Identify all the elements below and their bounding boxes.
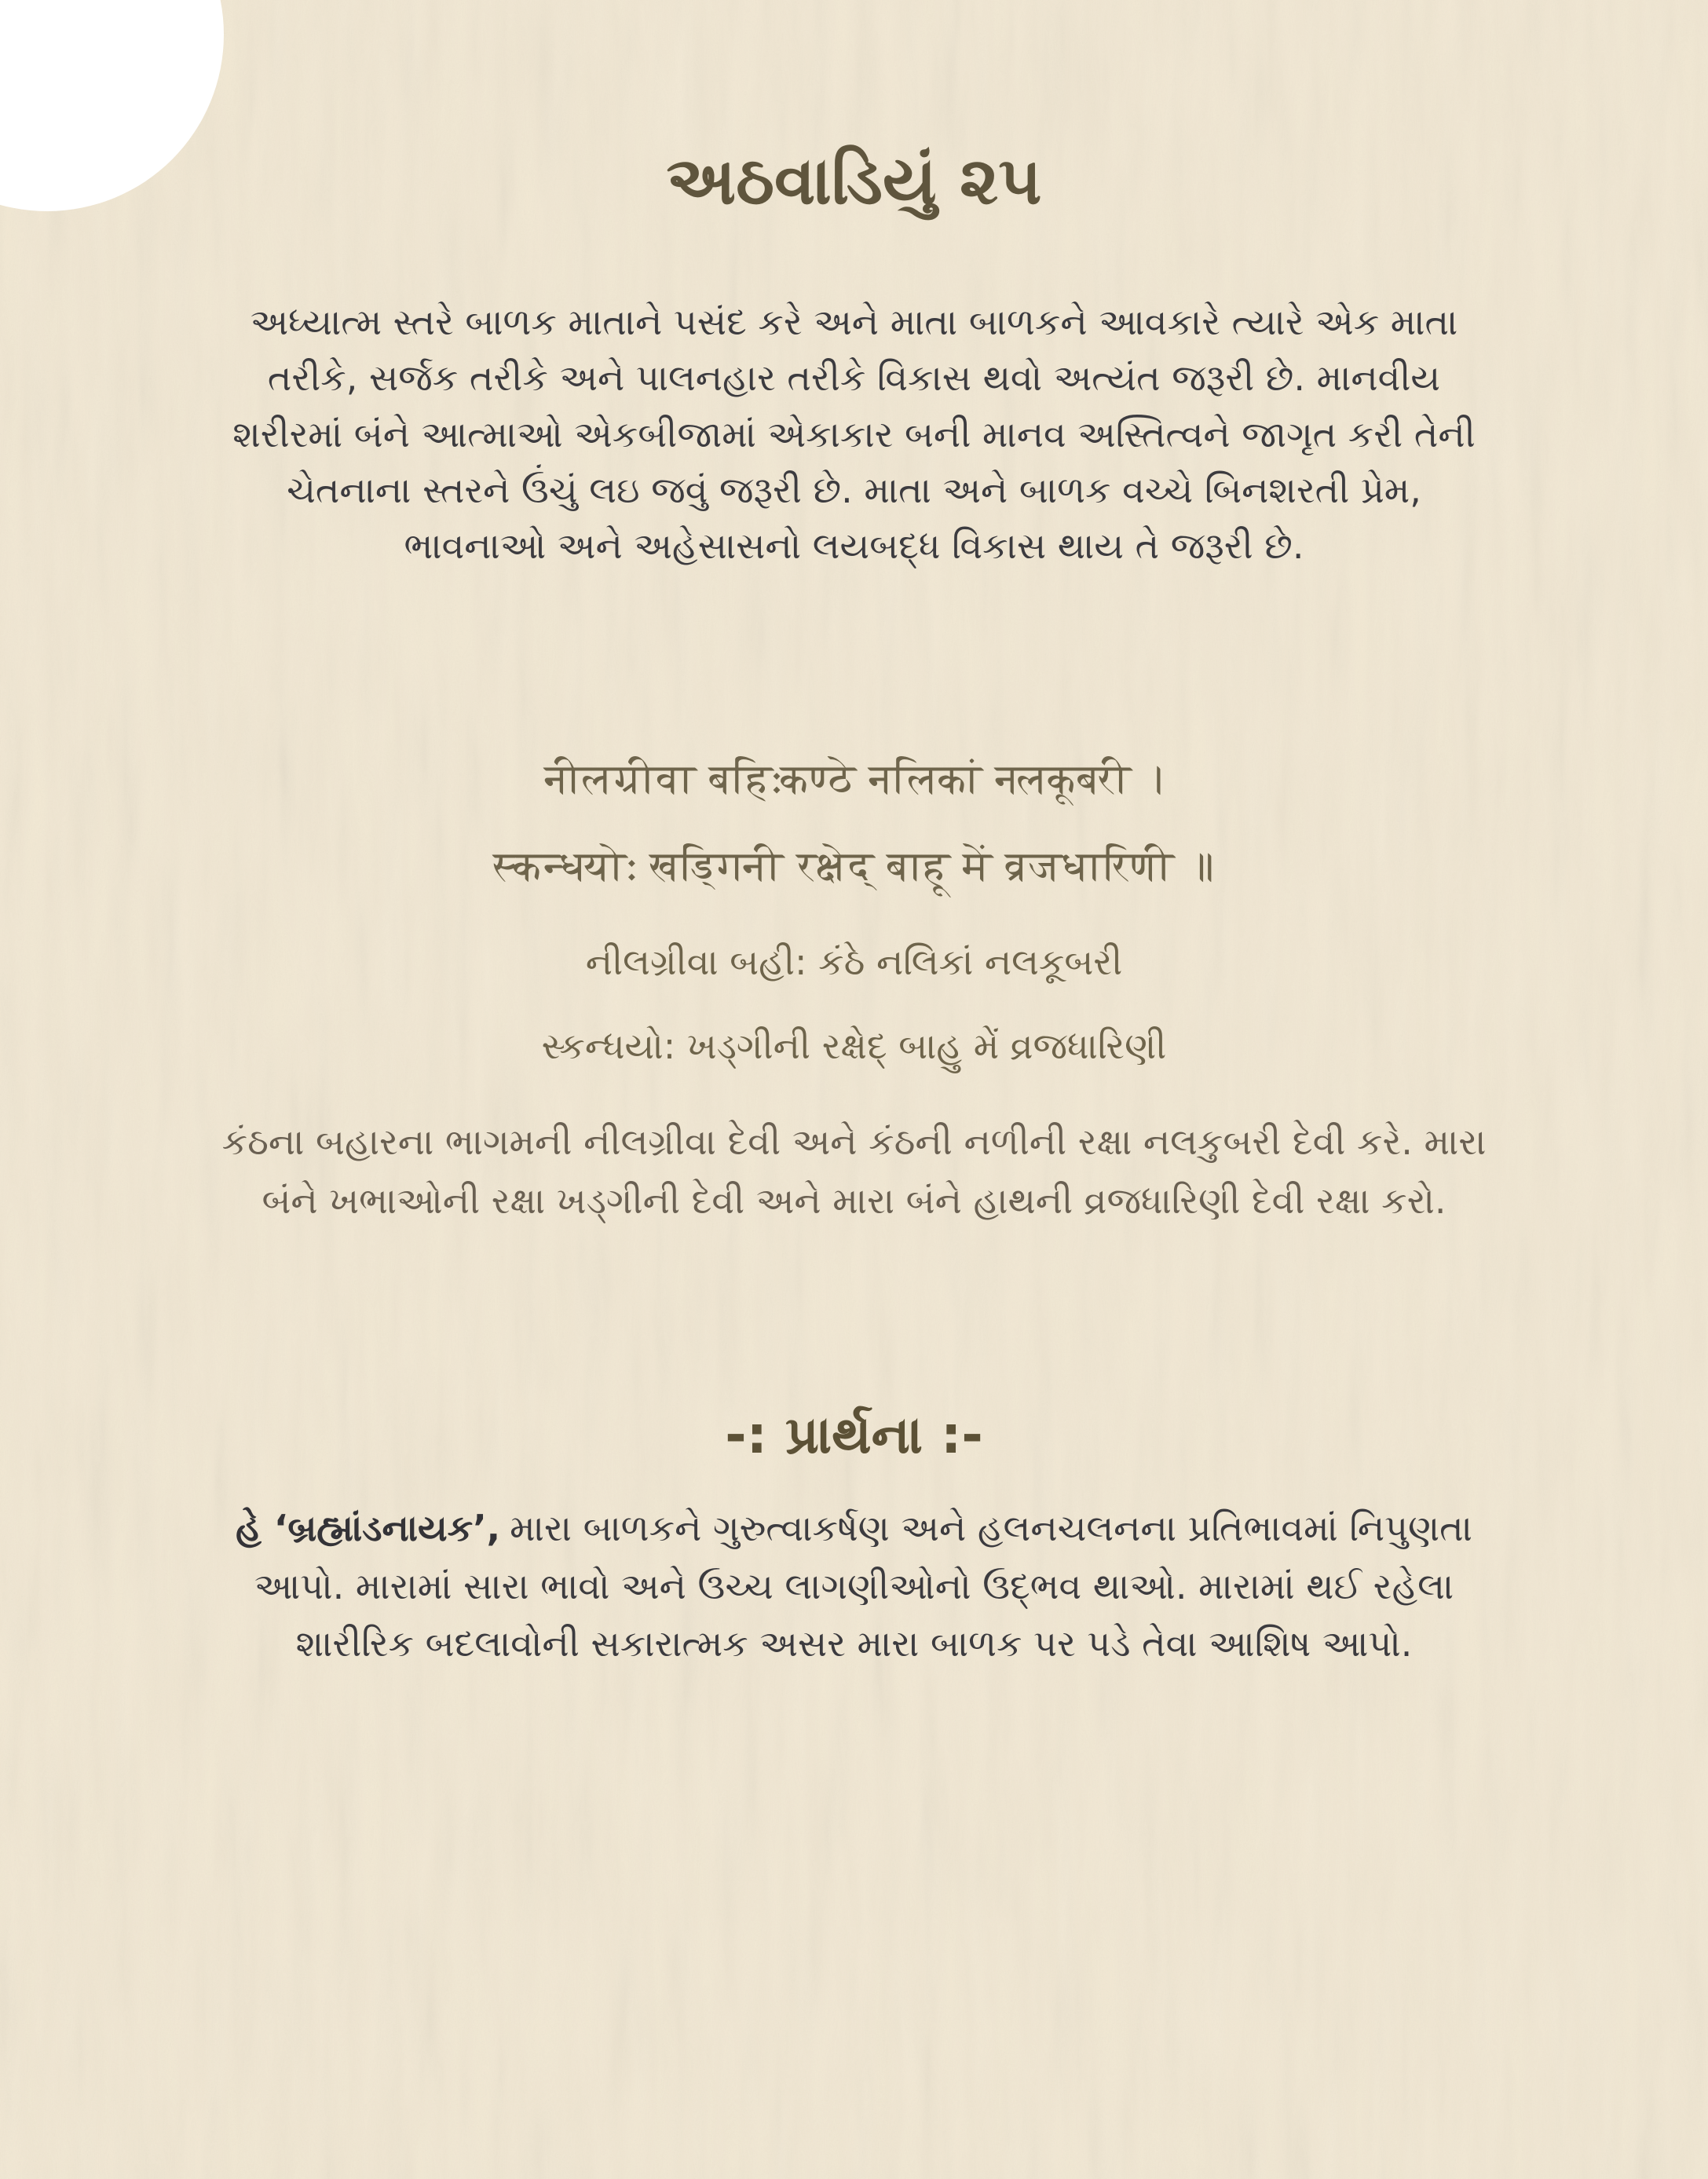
- prayer-paragraph: [218, 1500, 1490, 1673]
- shloka-meaning-paragraph: કંઠના બહારના ભાગમની નીલગ્રીવા દેવી અને કંઠની નળીની રક્ષા નલકુબરી દેવી કરે. મારા બંને ખભાઓની રક્ષા ખડ્ગીની દેવી અને મારા બંને હાથની વ્રજધારિણી દેવી રક્ષા કરો.: [221, 1121, 1487, 1222]
- prayer-body-text: મારા બાળકને ગુરુત્વાકર્ષણ અને હલનચલનના પ્રતિભાવમાં નિપુણતા આપો. મારામાં સારા ભાવો અને ઉચ્ચ લાગણીઓનો ઉદ્ભવ થાઓ. મારામાં થઈ રહેલા શારીરિક બદલાવોની સકારાત્મક અસર મારા બાળક પર પડે તેવા આશિષ આપો.: [254, 1507, 1472, 1665]
- corner-circle-decoration: [0, 0, 224, 211]
- intro-paragraph: અધ્યાત્મ સ્તરે બાળક માતાને પસંદ કરે અને માતા બાળકને આવકારે ત્યારે એક માતા તરીકે, સર્જક તરીકે અને પાલનહાર તરીકે વિકાસ થવો અત્યંત જરૂરી છે. માનવીય શરીરમાં બંને આત્માઓ એકબીજામાં એકાકાર બની માનવ અસ્તિત્વને જાગૃત કરી તેની ચેતનાના સ્તરને ઉંચું લઇ જવું જરૂરી છે. માતા અને બાળક વચ્ચે બિનશરતી પ્રેમ, ભાવનાઓ અને અહેસાસનો લયબદ્ધ વિકાસ થાય તે જરૂરી છે.: [232, 301, 1476, 568]
- page-content: [210, 0, 1498, 1673]
- gujarati-transliteration: [210, 941, 1498, 1067]
- transliteration-line-1: નીલગ્રીવા બહી: કંઠે નલિકાં નલકૂબરી: [585, 941, 1123, 984]
- sanskrit-shloka-line-2: स्कन्धयोः खड्गिनी रक्षेद् बाहू में व्रजधारिणी ॥: [493, 843, 1215, 891]
- sanskrit-shloka-line-1: नीलग्रीवा बहिःकण्ठे नलिकां नलकूबरी ।: [544, 755, 1164, 804]
- prayer-heading: -: પ્રાર્થના :-: [725, 1405, 983, 1466]
- transliteration-line-2: સ્કન્ધયો: ખડ્ગીની રક્ષેદ્ બાહુ મેં વ્રજધારિણી: [541, 1025, 1167, 1068]
- sanskrit-shloka: [210, 756, 1498, 891]
- prayer-salutation: હે ‘બ્રહ્માંડનાયક’,: [236, 1507, 501, 1550]
- page-title: અઠવાડિયું ૨૫: [666, 142, 1042, 219]
